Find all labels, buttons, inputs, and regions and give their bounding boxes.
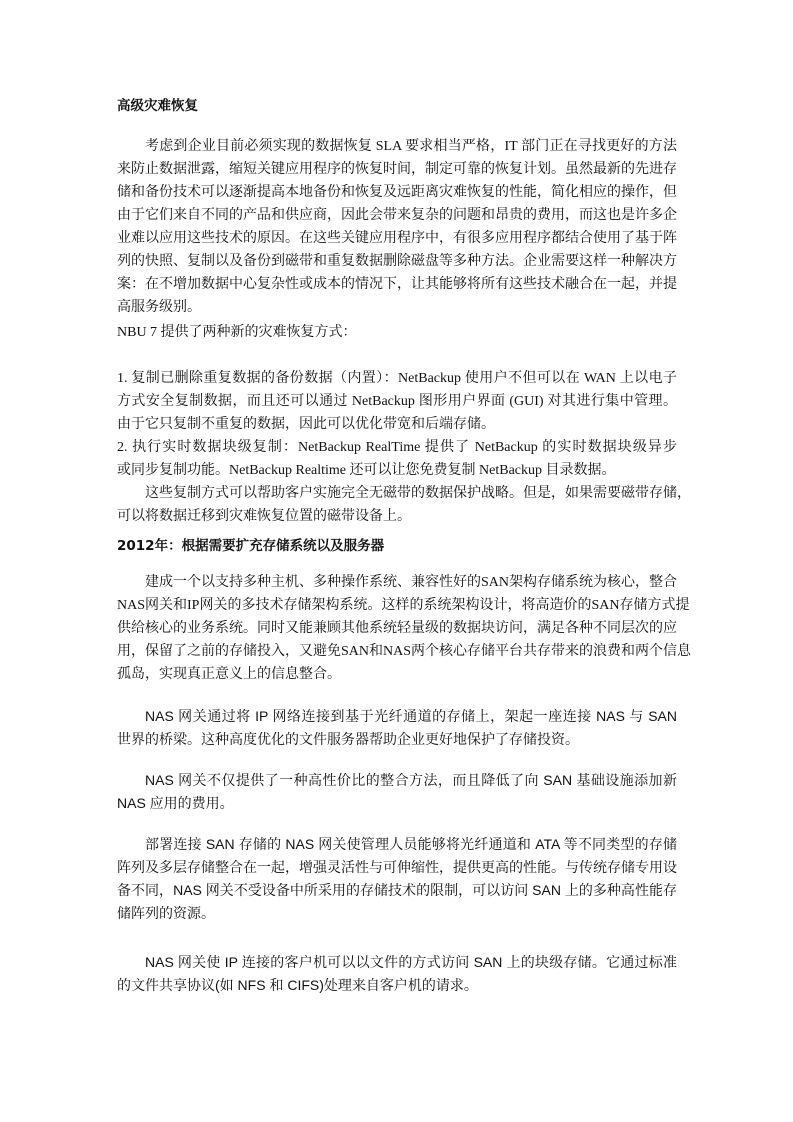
text-line: NAS 网关不仅提供了一种高性价比的整合方法，而且降低了向 SAN 基础设施添加新 <box>145 772 677 788</box>
text-line: 业难以应用这些技术的原因。在这些关键应用程序中，有很多应用程序都结合使用了基于阵 <box>117 231 677 246</box>
list-item-line: 2. 执行实时数据块级复制：NetBackup RealTime 提供了 NetBackup 的实时数据块级异步 <box>117 440 677 455</box>
text-line: 的文件共享协议(如 NFS 和 CIFS)处理来自客户机的请求。 <box>117 977 478 993</box>
list-item-line: 由于它只复制不重复的数据，因此可以优化带宽和后端存储。 <box>117 417 495 432</box>
text-line: 来防止数据泄露，缩短关键应用程序的恢复时间，制定可靠的恢复计划。虽然最新的先进存 <box>117 162 677 177</box>
text-line: 备不同，NAS 网关不受设备中所采用的存储技术的限制，可以访问 SAN 上的多种高性能存 <box>117 882 677 898</box>
text-line: 这些复制方式可以帮助客户实施完全无磁带的数据保护战略。但是，如果需要磁带存储， <box>145 486 691 501</box>
text-line: 建成一个以支持多种主机、多种操作系统、兼容性好的SAN架构存储系统为核心，整合 <box>145 575 678 590</box>
section-heading: 高级灾难恢复 <box>117 98 198 114</box>
text-line: 高服务级别。 <box>117 300 201 315</box>
text-line: NAS 网关使 IP 连接的客户机可以以文件的方式访问 SAN 上的块级存储。它通过标准 <box>145 954 677 970</box>
list-item-line: 方式安全复制数据，而且还可以通过 NetBackup 图形用户界面 (GUI) 对其进行集中管理。 <box>117 394 677 409</box>
text-line: 列的快照、复制以及备份到磁带和重复数据删除磁盘等多种方法。企业需要这样一种解决方 <box>117 254 677 269</box>
list-item-line: 或同步复制功能。NetBackup Realtime 还可以让您免费复制 NetBackup 目录数据。 <box>117 463 616 478</box>
text-line: 孤岛，实现真正意义上的信息整合。 <box>117 667 341 682</box>
text-line: 用，保留了之前的存储投入，又避免SAN和NAS两个核心存储平台共存带来的浪费和两个信息 <box>117 644 692 659</box>
text-line: 供给核心的业务系统。同时又能兼顾其他系统轻量级的数据块访问，满足各种不同层次的应 <box>117 621 677 636</box>
section-heading: 2012年：根据需要扩充存储系统以及服务器 <box>117 538 385 554</box>
text-line: 储和备份技术可以逐渐提高本地备份和恢复及远距离灾难恢复的性能，简化相应的操作，但 <box>117 185 677 200</box>
text-line: NAS 网关通过将 IP 网络连接到基于光纤通道的存储上，架起一座连接 NAS 与 SAN <box>145 708 677 724</box>
text-line: 考虑到企业目前必须实现的数据恢复 SLA 要求相当严格，IT 部门正在寻找更好的方法 <box>145 139 677 154</box>
intro-line: NBU 7 提供了两种新的灾难恢复方式： <box>117 325 357 340</box>
text-line: 储阵列的资源。 <box>117 905 215 921</box>
text-line: 世界的桥梁。这种高度优化的文件服务器帮助企业更好地保护了存储投资。 <box>117 731 579 747</box>
text-line: NAS网关和IP网关的多技术存储架构系统。这样的系统架构设计，将高造价的SAN存储方式提 <box>117 598 690 613</box>
text-line: 可以将数据迁移到灾难恢复位置的磁带设备上。 <box>117 509 411 524</box>
text-line: 案：在不增加数据中心复杂性或成本的情况下，让其能够将所有这些技术融合在一起，并提 <box>117 277 677 292</box>
text-line: 由于它们来自不同的产品和供应商，因此会带来复杂的问题和昂贵的费用，而这也是许多企 <box>117 208 677 223</box>
list-item-line: 1. 复制已删除重复数据的备份数据（内置）：NetBackup 使用户不但可以在 WAN 上以电子 <box>117 371 677 386</box>
text-line: NAS 应用的费用。 <box>117 795 234 811</box>
text-line: 阵列及多层存储整合在一起，增强灵活性与可伸缩性，提供更高的性能。与传统存储专用设 <box>117 859 677 875</box>
text-line: 部署连接 SAN 存储的 NAS 网关使管理人员能够将光纤通道和 ATA 等不同类型的存储 <box>145 836 677 852</box>
